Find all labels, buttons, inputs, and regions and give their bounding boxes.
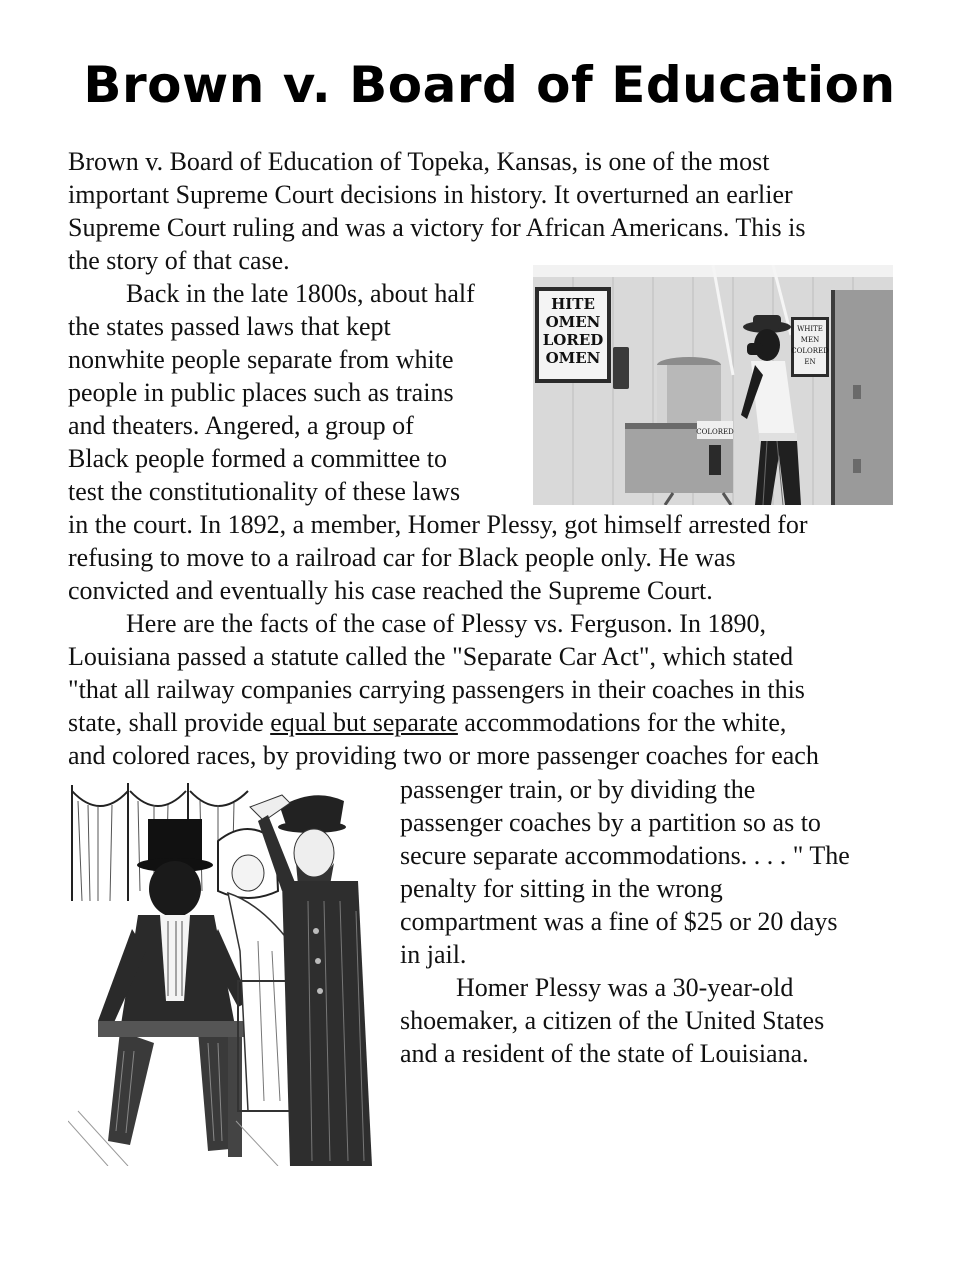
sign-text: EN	[804, 358, 816, 366]
text-line: compartment was a fine of $25 or 20 days	[400, 907, 838, 936]
sign-text: COLORED	[791, 347, 829, 355]
text-line: Back in the late 1800s, about half	[126, 279, 475, 308]
text-line	[68, 706, 786, 739]
text-line: Brown v. Board of Education of Topeka, Kansas, is one of the most	[68, 147, 770, 176]
text-line: people in public places such as trains	[68, 378, 454, 407]
text-segment: state, shall provide	[68, 708, 271, 737]
text-line: passenger train, or by dividing the	[400, 775, 756, 804]
text-line: passenger coaches by a partition so as to	[400, 808, 821, 837]
text-line: the story of that case.	[68, 246, 290, 275]
sign-text: OMEN	[545, 313, 601, 331]
text-line: in jail.	[400, 940, 467, 969]
text-line: "that all railway companies carrying passengers in their coaches in this	[68, 675, 805, 704]
text-line: Here are the facts of the case of Plessy vs. Ferguson. In 1890,	[126, 609, 766, 638]
train-car-engraving	[68, 781, 386, 1166]
text-line: secure separate accommodations. . . . " The	[400, 841, 850, 870]
text-line: and colored races, by providing two or more passenger coaches for each	[68, 741, 819, 770]
text-line: and theaters. Angered, a group of	[68, 411, 414, 440]
sign-text: MEN	[800, 336, 820, 344]
text-line: in the court. In 1892, a member, Homer Plessy, got himself arrested for	[68, 510, 808, 539]
whites-colored-sign-left	[535, 287, 611, 383]
text-line: nonwhite people separate from white	[68, 345, 454, 374]
text-line: test the constitutionality of these laws	[68, 477, 461, 506]
sign-text: LORED	[542, 331, 604, 349]
text-line: and a resident of the state of Louisiana.	[400, 1039, 809, 1068]
text-line: penalty for sitting in the wrong	[400, 874, 723, 903]
underlined-phrase: equal but separate	[270, 708, 458, 737]
text-line: the states passed laws that kept	[68, 312, 391, 341]
sign-text: HITE	[551, 295, 595, 313]
text-line: Homer Plessy was a 30-year-old	[456, 973, 794, 1002]
cooler-label: COLORED	[696, 428, 734, 436]
text-line: convicted and eventually his case reached the Supreme Court.	[68, 576, 713, 605]
sign-text: OMEN	[545, 349, 601, 367]
text-line: important Supreme Court decisions in history. It overturned an earlier	[68, 180, 793, 209]
text-segment: accommodations for the white,	[457, 708, 787, 737]
text-line: refusing to move to a railroad car for Black people only. He was	[68, 543, 736, 572]
segregated-fountain-photo	[533, 265, 893, 505]
text-line: Black people formed a committee to	[68, 444, 448, 473]
page-title: Brown v. Board of Education	[83, 56, 896, 114]
text-line: Louisiana passed a statute called the "Separate Car Act", which stated	[68, 642, 794, 671]
sign-text: WHITE	[797, 325, 823, 333]
whites-colored-sign-right	[791, 317, 829, 377]
text-line: shoemaker, a citizen of the United States	[400, 1006, 825, 1035]
text-line: Supreme Court ruling and was a victory for African Americans. This is	[68, 213, 806, 242]
